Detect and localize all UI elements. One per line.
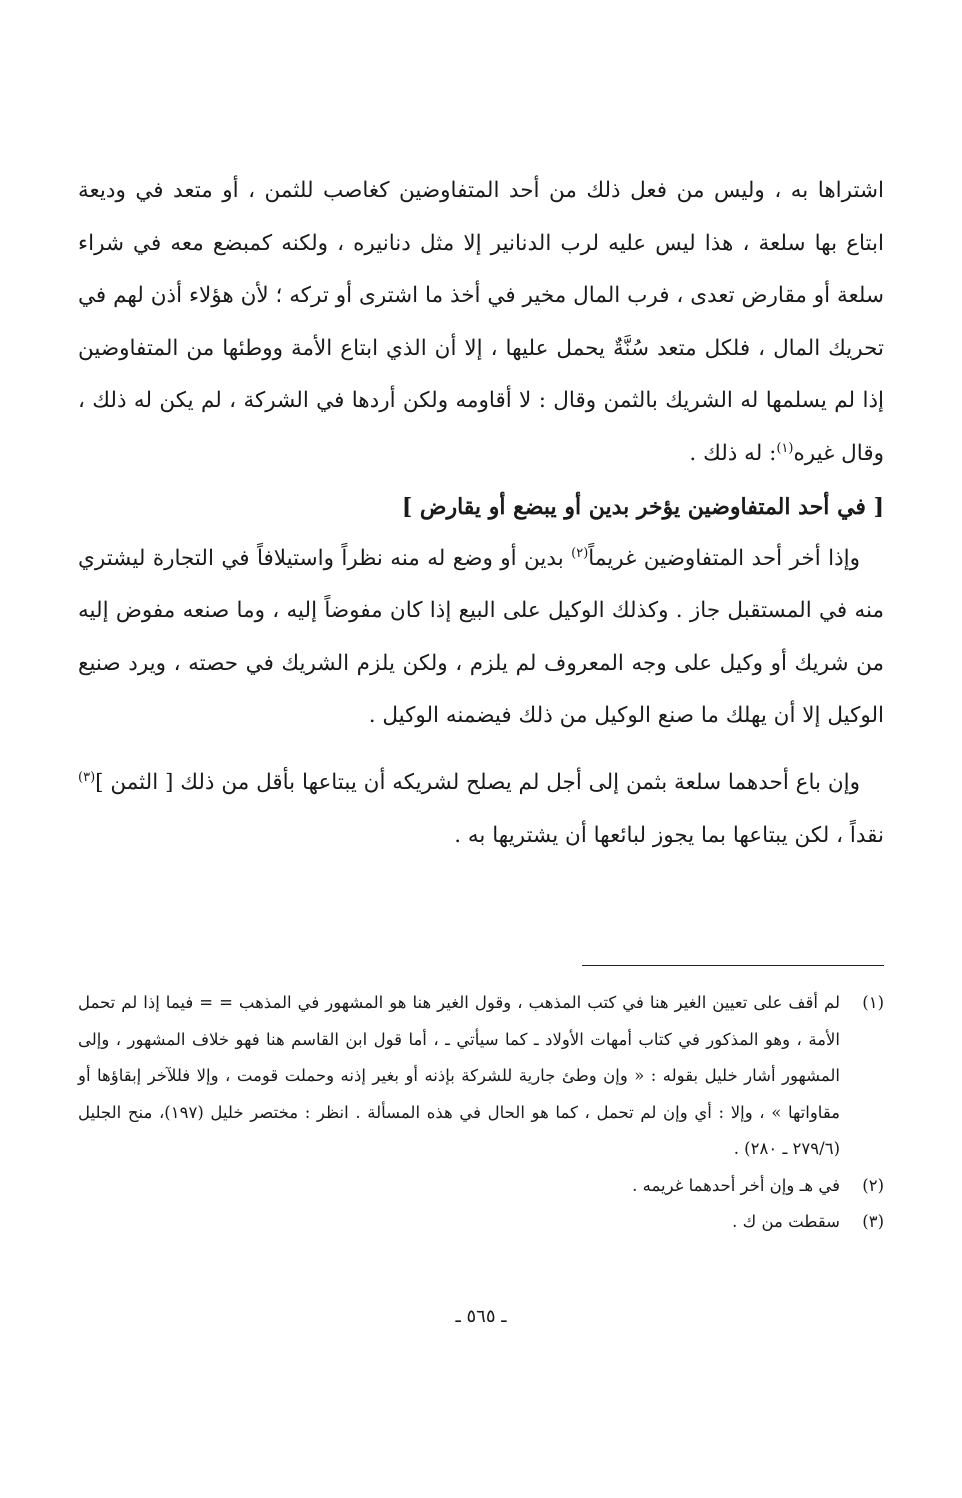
section-heading: [ في أحد المتفاوضين يؤخر بدين أو يبضع أو يقارض ]: [401, 493, 884, 520]
footnote-number: (٢): [862, 1175, 884, 1195]
page-number: ـ ٥٦٥ ـ: [455, 1306, 507, 1327]
footnotes: [78, 985, 884, 1241]
paragraph-1: [78, 165, 884, 481]
paragraph-3-start: وإن باع أحدهما سلعة بثمن إلى أجل لم يصلح لشريكه أن يبتاعها بأقل من ذلك [ الثمن ]: [95, 769, 860, 795]
footnote-ref-1: (١): [776, 440, 794, 456]
paragraph-2: [78, 533, 884, 743]
paragraph-2-start: وإذا أخر أحد المتفاوضين غريماً: [588, 545, 860, 571]
paragraph-3: [78, 757, 884, 862]
paragraph-2-rest: بدين أو وضع له منه نظراً واستيلافاً في التجارة ليشتري منه في المستقبل جاز . وكذلك الوكيل على البيع إذا كان مفوضاً إليه ، وما صنعه مفوض إليه من شريك أو وكيل على وجه المعروف لم يلزم ، ولكن يلزم الشريك في حصته ، ويرد صنيع الوكيل إلا أن يهلك ما صنع الوكيل من ذلك فيضمنه الوكيل .: [78, 545, 884, 729]
footnote-ref-2: (٢): [571, 545, 589, 561]
footnote-ref-3: (٣): [78, 769, 96, 785]
paragraph-1-end: : له ذلك .: [689, 440, 777, 466]
main-text: [78, 165, 884, 862]
paragraph-1-text: اشتراها به ، وليس من فعل ذلك من أحد المتفاوضين كغاصب للثمن ، أو متعد في وديعة ابتاع بها سلعة ، هذا ليس عليه لرب الدنانير إلا مثل دنانيره ، ولكنه كمبضع معه في شراء سلعة أو مقارض تعدى ، فرب المال مخير في أخذ ما اشترى أو تركه ؛ لأن هؤلاء أذن لهم في تحريك المال ، فلكل متعد سُنَّةٌ يحمل عليها ، إلا أن الذي ابتاع الأمة ووطئها من المتفاوضين إذا لم يسلمها له الشريك بالثمن وقال : لا أقاومه ولكن أردها في الشركة ، لم يكن له ذلك ، وقال غيره: [78, 178, 884, 466]
footnote-number: (١): [862, 993, 884, 1012]
footnote-2: [78, 1168, 884, 1205]
footnote-text: لم أقف على تعيين الغير هنا في كتب المذهب ، وقول الغير هنا هو المشهور في المذهب = = فيما إذا لم تحمل الأمة ، وهو المذكور في كتاب أمهات الأولاد ـ كما سيأتي ـ ، أما قول ابن القاسم هنا فهو خلاف المشهور ، وإلى المشهور أشار خليل بقوله : « وإن وطئ جارية للشركة بإذنه أو بغير إذنه وحملت قومت ، وإلا فللآخر إبقاؤها أو مقاواتها » ، وإلا : أي وإن لم تحمل ، كما هو الحال في هذه المسألة . انظر : مختصر خليل (١٩٧)، منح الجليل (٢٧٩/٦ ـ ٢٨٠) .: [78, 993, 841, 1158]
footnote-text: سقطت من ك .: [732, 1212, 840, 1231]
footnote-text: في هـ وإن أخر أحدهما غريمه .: [632, 1175, 840, 1195]
footnote-1: [78, 985, 884, 1168]
footnote-number: (٣): [862, 1212, 884, 1231]
paragraph-3-rest: نقداً ، لكن يبتاعها بما يجوز لبائعها أن يشتريها به .: [454, 822, 884, 848]
footnote-separator: [582, 965, 884, 966]
footnote-3: [78, 1204, 884, 1241]
